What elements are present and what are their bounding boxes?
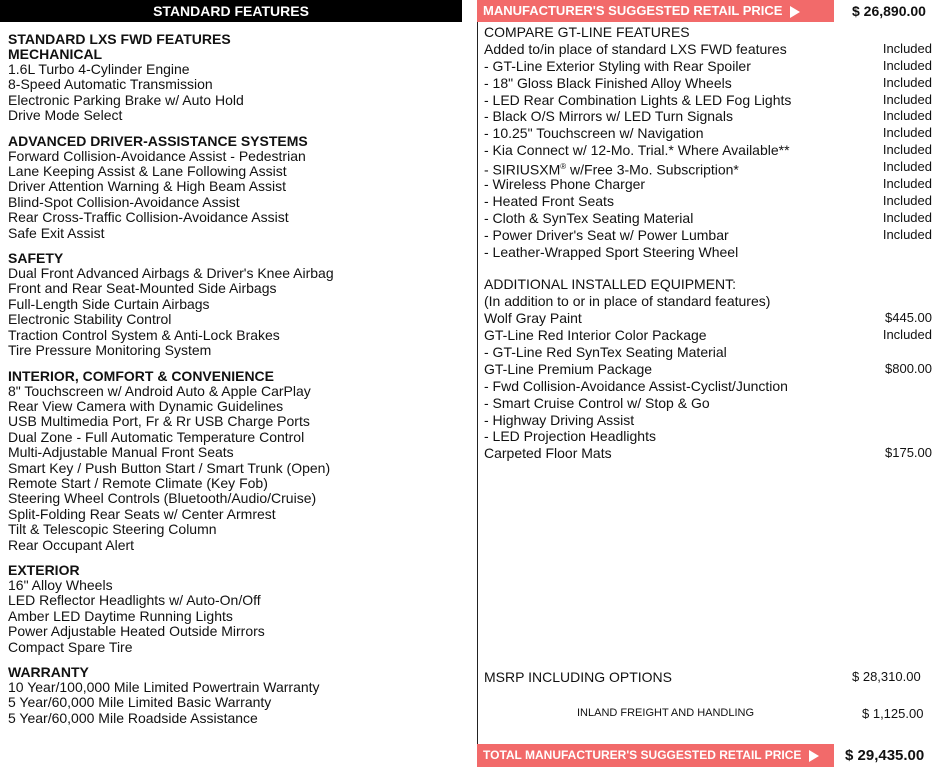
arrow-right-icon bbox=[809, 750, 819, 762]
option-price: Included bbox=[882, 192, 932, 208]
option-price bbox=[840, 412, 932, 429]
option-price: Included bbox=[882, 125, 932, 141]
total-msrp-footer bbox=[477, 744, 834, 767]
option-line: Added to/in place of standard LXS FWD features bbox=[484, 40, 787, 57]
option-line: GT-Line Red Interior Color Package bbox=[484, 327, 707, 344]
option-price: Included bbox=[882, 327, 932, 343]
option-price: Included bbox=[882, 57, 932, 73]
feature-item: Split-Folding Rear Seats w/ Center Armrest bbox=[8, 505, 276, 522]
feature-item: Smart Key / Push Button Start / Smart Trunk (Open) bbox=[8, 459, 331, 476]
total-price: $ 29,435.00 bbox=[845, 747, 925, 764]
feature-item: Dual Zone - Full Automatic Temperature Control bbox=[8, 428, 305, 445]
option-line: - Kia Connect w/ 12-Mo. Trial.* Where Available** bbox=[484, 142, 790, 159]
option-price bbox=[840, 378, 932, 395]
section-title: ADVANCED DRIVER-ASSISTANCE SYSTEMS bbox=[8, 132, 308, 149]
option-line-text: - SIRIUSXM bbox=[484, 161, 561, 178]
option-price bbox=[840, 276, 932, 293]
option-price bbox=[840, 344, 932, 361]
registered-mark: ® bbox=[560, 162, 567, 172]
option-line: - 10.25" Touchscreen w/ Navigation bbox=[484, 125, 704, 142]
feature-item: Amber LED Daytime Running Lights bbox=[8, 607, 233, 624]
option-price bbox=[840, 24, 932, 41]
feature-item: USB Multimedia Port, Fr & Rr USB Charge Ports bbox=[8, 413, 310, 430]
option-line: (In addition to or in place of standard features) bbox=[484, 293, 771, 310]
option-price: Included bbox=[882, 91, 932, 107]
feature-item: LED Reflector Headlights w/ Auto-On/Off bbox=[8, 592, 261, 609]
feature-item: Dual Front Advanced Airbags & Driver's Knee Airbag bbox=[8, 265, 334, 282]
feature-item: Compact Spare Tire bbox=[8, 638, 133, 655]
option-price: $800.00 bbox=[885, 360, 932, 376]
feature-item: Lane Keeping Assist & Lane Following Assist bbox=[8, 163, 287, 180]
feature-section bbox=[8, 134, 468, 241]
option-price: Included bbox=[882, 226, 932, 242]
feature-item: Tilt & Telescopic Steering Column bbox=[8, 521, 217, 538]
column-divider bbox=[477, 22, 478, 744]
msrp-header bbox=[477, 0, 834, 22]
option-line: - Fwd Collision-Avoidance Assist-Cyclist/Junction bbox=[484, 377, 788, 394]
feature-section bbox=[8, 665, 468, 726]
option-line: - LED Rear Combination Lights & LED Fog Lights bbox=[484, 91, 792, 108]
option-price: Included bbox=[882, 159, 932, 175]
feature-item: Tire Pressure Monitoring System bbox=[8, 342, 212, 359]
feature-item: Rear Occupant Alert bbox=[8, 536, 135, 553]
option-line: - GT-Line Red SynTex Seating Material bbox=[484, 344, 727, 361]
option-price: Included bbox=[882, 108, 932, 124]
msrp-options-label: MSRP INCLUDING OPTIONS bbox=[484, 669, 672, 685]
feature-item: Full-Length Side Curtain Airbags bbox=[8, 295, 210, 312]
section-title: STANDARD LXS FWD FEATURES bbox=[8, 31, 231, 47]
feature-item: 5 Year/60,000 Mile Limited Basic Warranty bbox=[8, 694, 272, 711]
option-price bbox=[840, 244, 932, 261]
option-price: $175.00 bbox=[885, 445, 932, 461]
feature-section bbox=[8, 47, 468, 124]
option-price: Included bbox=[882, 176, 932, 192]
feature-item: Rear Cross-Traffic Collision-Avoidance Assist bbox=[8, 209, 289, 226]
option-line: - Smart Cruise Control w/ Stop & Go bbox=[484, 394, 710, 411]
feature-item: 1.6L Turbo 4-Cylinder Engine bbox=[8, 61, 190, 77]
spacer bbox=[840, 260, 932, 276]
option-line-suffix: w/Free 3-Mo. Subscription* bbox=[566, 161, 739, 178]
feature-section bbox=[8, 563, 468, 655]
feature-item: Remote Start / Remote Climate (Key Fob) bbox=[8, 474, 268, 491]
feature-item: 10 Year/100,000 Mile Limited Powertrain Warranty bbox=[8, 679, 320, 695]
option-features-list bbox=[484, 24, 849, 462]
option-line: - Power Driver's Seat w/ Power Lumbar bbox=[484, 226, 729, 243]
feature-item: Front and Rear Seat-Mounted Side Airbags bbox=[8, 280, 277, 297]
base-price: $ 26,890.00 bbox=[852, 3, 926, 19]
arrow-right-icon bbox=[790, 6, 800, 18]
feature-item: 5 Year/60,000 Mile Roadside Assistance bbox=[8, 709, 258, 726]
option-line: - LED Projection Headlights bbox=[484, 428, 656, 445]
feature-section bbox=[8, 32, 468, 47]
section-title: MECHANICAL bbox=[8, 46, 103, 62]
option-line: - Leather-Wrapped Sport Steering Wheel bbox=[484, 243, 739, 260]
feature-item: Drive Mode Select bbox=[8, 107, 123, 124]
option-price bbox=[840, 428, 932, 445]
option-line: - Highway Driving Assist bbox=[484, 411, 635, 428]
option-line: Wolf Gray Paint bbox=[484, 310, 582, 327]
feature-item: 8-Speed Automatic Transmission bbox=[8, 76, 213, 93]
feature-item: Forward Collision-Avoidance Assist - Pedestrian bbox=[8, 147, 306, 164]
feature-item: Electronic Parking Brake w/ Auto Hold bbox=[8, 91, 244, 108]
option-line: - Wireless Phone Charger bbox=[484, 176, 646, 193]
option-price: Included bbox=[882, 209, 932, 225]
feature-item: Multi-Adjustable Manual Front Seats bbox=[8, 444, 234, 461]
feature-section bbox=[8, 251, 468, 358]
feature-item: Traction Control System & Anti-Lock Brakes bbox=[8, 326, 280, 343]
spacer bbox=[484, 260, 849, 276]
option-line: Carpeted Floor Mats bbox=[484, 445, 612, 462]
option-price bbox=[840, 395, 932, 412]
feature-item: Driver Attention Warning & High Beam Assist bbox=[8, 178, 287, 195]
total-msrp-label: TOTAL MANUFACTURER'S SUGGESTED RETAIL PRICE bbox=[483, 748, 802, 762]
feature-item: Steering Wheel Controls (Bluetooth/Audio/Cruise) bbox=[8, 490, 317, 507]
option-price: $445.00 bbox=[885, 310, 932, 326]
section-title: INTERIOR, COMFORT & CONVENIENCE bbox=[8, 367, 275, 384]
option-price: Included bbox=[882, 40, 932, 56]
standard-features-header: STANDARD FEATURES bbox=[0, 0, 462, 22]
option-price bbox=[840, 293, 932, 310]
freight-label: INLAND FREIGHT AND HANDLING bbox=[577, 707, 755, 719]
option-line: - Black O/S Mirrors w/ LED Turn Signals bbox=[484, 108, 733, 125]
option-line: - Cloth & SynTex Seating Material bbox=[484, 209, 694, 226]
feature-item: 16" Alloy Wheels bbox=[8, 576, 113, 593]
msrp-options-value: $ 28,310.00 bbox=[852, 669, 921, 684]
option-prices-list bbox=[840, 24, 932, 462]
option-line: - 18" Gloss Black Finished Alloy Wheels bbox=[484, 74, 732, 91]
standard-features-list bbox=[8, 32, 468, 736]
feature-item: Safe Exit Assist bbox=[8, 224, 105, 241]
option-line: GT-Line Premium Package bbox=[484, 360, 653, 377]
feature-item: Rear View Camera with Dynamic Guidelines bbox=[8, 397, 284, 414]
section-title: EXTERIOR bbox=[8, 561, 80, 578]
feature-item: Power Adjustable Heated Outside Mirrors bbox=[8, 623, 265, 640]
option-line: - Heated Front Seats bbox=[484, 192, 614, 209]
feature-section bbox=[8, 369, 468, 553]
option-price: Included bbox=[882, 142, 932, 158]
option-line: ADDITIONAL INSTALLED EQUIPMENT: bbox=[484, 276, 737, 293]
option-price: Included bbox=[882, 74, 932, 90]
feature-item: 8" Touchscreen w/ Android Auto & Apple CarPlay bbox=[8, 382, 311, 399]
freight-value: $ 1,125.00 bbox=[862, 706, 924, 721]
feature-item: Blind-Spot Collision-Avoidance Assist bbox=[8, 193, 240, 210]
section-title: WARRANTY bbox=[8, 664, 89, 680]
option-line: - GT-Line Exterior Styling with Rear Spoiler bbox=[484, 57, 751, 74]
option-line bbox=[484, 159, 849, 176]
msrp-header-label: MANUFACTURER'S SUGGESTED RETAIL PRICE bbox=[483, 3, 783, 18]
option-line: COMPARE GT-LINE FEATURES bbox=[484, 24, 690, 40]
section-title: SAFETY bbox=[8, 250, 64, 267]
feature-item: Electronic Stability Control bbox=[8, 311, 172, 328]
